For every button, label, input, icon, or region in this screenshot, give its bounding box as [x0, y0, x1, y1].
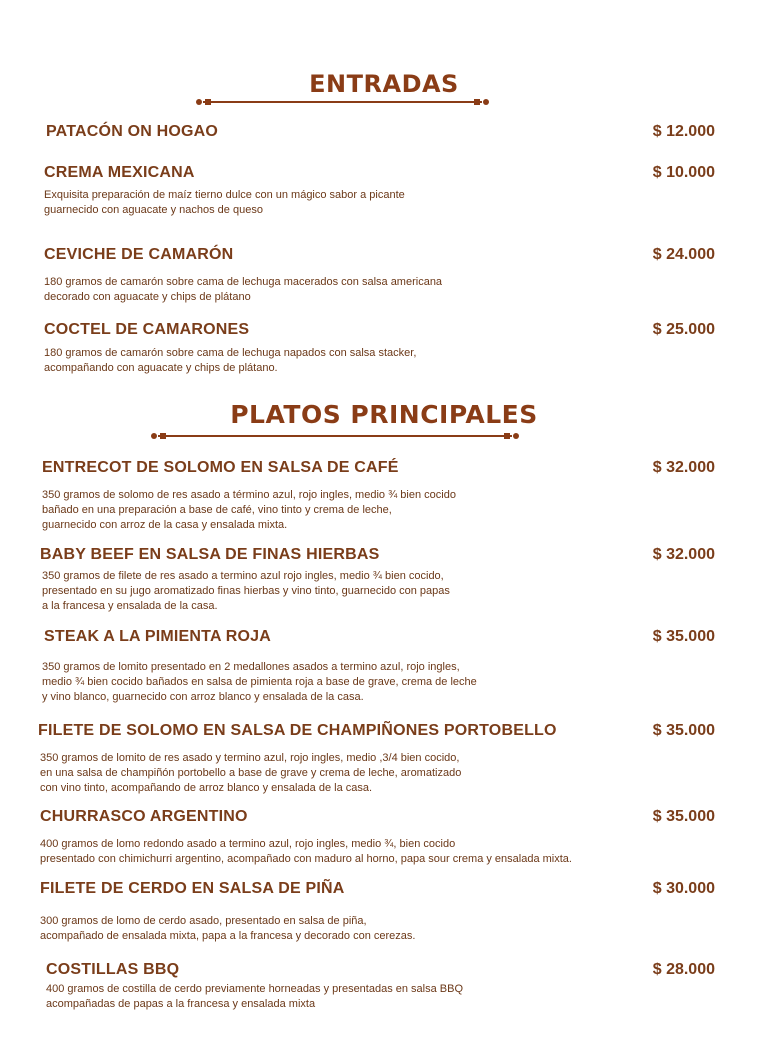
- item-price: $ 35.000: [652, 808, 715, 825]
- item-price: $ 30.000: [652, 880, 715, 897]
- item-name: ENTRECOT DE SOLOMO EN SALSA DE CAFÉ: [42, 459, 399, 476]
- item-description: 400 gramos de costilla de cerdo previamente horneadas y presentadas en salsa BBQ acompañadas de papas a la francesa y ensalada mixta: [46, 983, 464, 1010]
- item-name: CREMA MEXICANA: [44, 164, 195, 181]
- item-description: 180 gramos de camarón sobre cama de lechuga napados con salsa stacker, acompañando con aguacate y chips de plátano.: [44, 347, 417, 374]
- item-price: $ 35.000: [652, 722, 715, 739]
- ornament-divider: [195, 97, 490, 107]
- item-name: CEVICHE DE CAMARÓN: [44, 246, 234, 263]
- item-description: Exquisita preparación de maíz tierno dulce con un mágico sabor a picante guarnecido con aguacate y nachos de queso: [44, 189, 405, 216]
- item-name: STEAK A LA PIMIENTA ROJA: [44, 628, 272, 645]
- item-name: FILETE DE CERDO EN SALSA DE PIÑA: [40, 880, 345, 897]
- item-description: 180 gramos de camarón sobre cama de lechuga macerados con salsa americana decorado con aguacate y chips de plátano: [44, 276, 443, 303]
- item-description: 350 gramos de filete de res asado a termino azul rojo ingles, medio ¾ bien cocido, presentado en su jugo aromatizado finas hierbas y vino tinto, guarnecido con papas a la francesa y ensalada de la casa.: [42, 570, 450, 612]
- item-description: 400 gramos de lomo redondo asado a termino azul, rojo ingles, medio ¾, bien cocido presentado con chimichurri argentino, acompañado con maduro al horno, papa sour crema y ensalada mixta.: [40, 838, 572, 865]
- section-title-entradas: ENTRADAS: [309, 70, 459, 98]
- item-description: 350 gramos de lomito de res asado y termino azul, rojo ingles, medio ,3/4 bien cocido, en una salsa de champiñón portobello a base de grave y crema de leche, aromatizado con vino tinto, acompañando de arroz blanco y ensalada de la casa.: [40, 752, 462, 794]
- item-description: 300 gramos de lomo de cerdo asado, presentado en salsa de piña, acompañado de ensalada mixta, papa a la francesa y decorado con cerezas.: [40, 915, 416, 942]
- item-price: $ 35.000: [652, 628, 715, 645]
- item-name: FILETE DE SOLOMO EN SALSA DE CHAMPIÑONES PORTOBELLO: [38, 722, 557, 739]
- item-price: $ 32.000: [652, 546, 715, 563]
- item-description: 350 gramos de solomo de res asado a término azul, rojo ingles, medio ¾ bien cocido bañado en una preparación a base de café, vino tinto y crema de leche, guarnecido con arroz de la casa y ensalada mixta.: [42, 489, 456, 531]
- item-price: $ 10.000: [652, 164, 715, 181]
- item-price: $ 12.000: [652, 123, 715, 140]
- item-name: CHURRASCO ARGENTINO: [40, 808, 248, 825]
- ornament-divider: [150, 431, 520, 441]
- item-description: 350 gramos de lomito presentado en 2 medallones asados a termino azul, rojo ingles, medio ¾ bien cocido bañados en salsa de pimienta roja a base de grave, crema de leche y vino blanco, guarnecido con arroz blanco y ensalada de la casa.: [42, 661, 477, 703]
- item-name: COCTEL DE CAMARONES: [44, 321, 250, 338]
- item-price: $ 25.000: [652, 321, 715, 338]
- item-name: COSTILLAS BBQ: [46, 961, 180, 978]
- item-price: $ 28.000: [652, 961, 715, 978]
- item-price: $ 32.000: [652, 459, 715, 476]
- item-name: PATACÓN ON HOGAO: [46, 123, 219, 140]
- section-title-platos-principales: PLATOS PRINCIPALES: [230, 400, 538, 429]
- item-name: BABY BEEF EN SALSA DE FINAS HIERBAS: [40, 546, 380, 563]
- item-price: $ 24.000: [652, 246, 715, 263]
